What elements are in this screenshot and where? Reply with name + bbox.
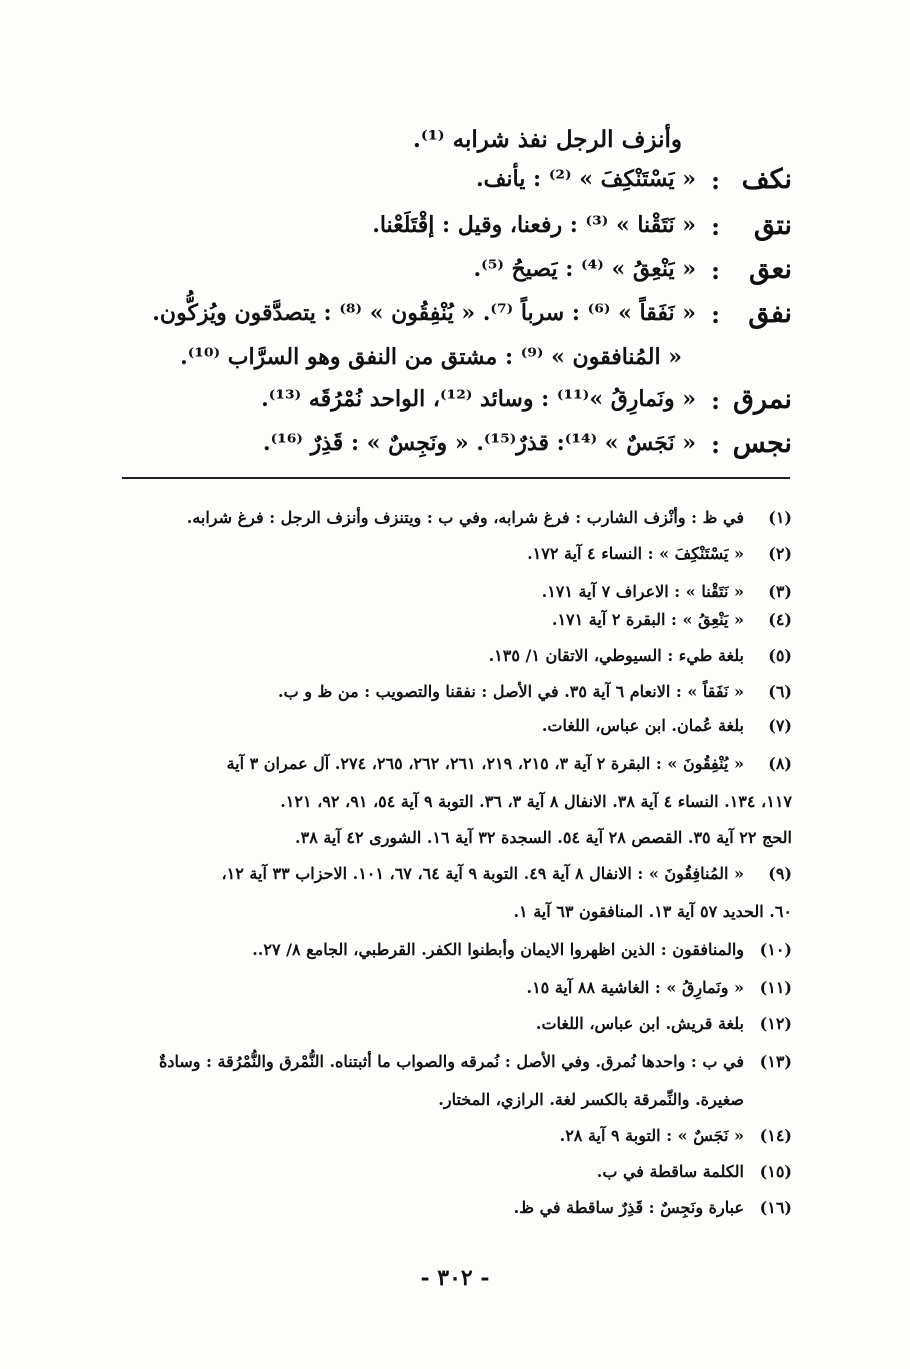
entry-ntq — [100, 210, 792, 254]
entry-nʿq — [100, 254, 792, 298]
footnote-number: (١٤) — [759, 1126, 792, 1145]
entry-colon: : — [711, 300, 720, 329]
footnote-number: (١٢) — [759, 1014, 792, 1033]
entry-nmrq — [100, 384, 792, 428]
footnote-text: بلغة طيء : السيوطي، الاتقان ١/ ١٣٥. — [488, 646, 744, 665]
entry-nfq — [100, 298, 792, 342]
entry-continuation: « المُنافقون » ⁽⁹⁾ : مشتق من النفق وهو السرَّاب ⁽¹⁰⁾. — [180, 344, 682, 370]
page-number: - ٣٠٢ - — [420, 1265, 490, 1291]
entry-definition: « نَجَسٌ » ⁽¹⁴⁾: قذرٌ⁽¹⁵⁾. « ونَجِسٌ » : قَذِرٌ ⁽¹⁶⁾. — [262, 430, 696, 456]
footnote-number: (٢) — [768, 544, 792, 563]
entry-colon: : — [711, 256, 720, 285]
footnote-number: (١) — [768, 508, 792, 527]
entry-root: نتق — [753, 210, 792, 241]
entry-root: نكف — [741, 164, 792, 195]
entry-root: نمرق — [733, 384, 792, 415]
entry-definition: « ونَمارِقُ »⁽¹¹⁾ : وسائد ⁽¹²⁾، الواحد نُمْرُقَه ⁽¹³⁾. — [261, 386, 696, 412]
footnote-text: في ب : واحدها نُمرق. وفي الأصل : نُمرقه والصواب ما أثبتناه. النُّمْرق والنُّمْرُقة : وسادةٌ — [158, 1052, 744, 1071]
footnote-text: « ونَمارِقُ » : الغاشية ٨٨ آية ١٥. — [526, 978, 744, 997]
footnote-text: « نَفَقاً » : الانعام ٦ آية ٣٥. في الأصل : نفقنا والتصويب : من ظ و ب. — [278, 682, 744, 701]
entry-definition: « نَفَقاً » ⁽⁶⁾ : سرباً ⁽⁷⁾. « يُنْفِقُون » ⁽⁸⁾ : يتصدَّقون ويُزكُّون. — [152, 300, 696, 326]
footnote-number: (١٥) — [759, 1162, 792, 1181]
footnote-text: بلغة قريش. ابن عباس، اللغات. — [535, 1014, 744, 1033]
footnote-text: « نَتَقْنا » : الاعراف ٧ آية ١٧١. — [541, 582, 744, 601]
footnote-text: « نَجَسٌ » : التوبة ٩ آية ٢٨. — [559, 1126, 744, 1145]
footnote-number: (٦) — [768, 682, 792, 701]
entry-definition: « يَنْعِقُ » ⁽⁴⁾ : يَصيحُ ⁽⁵⁾. — [473, 256, 696, 282]
footnote-text: عبارة ونَجِسٌ : قَذِرٌ ساقطة في ظ. — [513, 1198, 744, 1217]
entry-njs — [100, 428, 792, 472]
entry-root: نفق — [748, 298, 792, 329]
footnote-number: (٩) — [768, 864, 792, 883]
footnote-text: « يَنْعِقُ » : البقرة ٢ آية ١٧١. — [551, 610, 744, 629]
entry-definition: « يَسْتَنْكِفَ » ⁽²⁾ : يأنف. — [476, 166, 696, 192]
footnote-text: « يَسْتَنْكِفَ » : النساء ٤ آية ١٧٢. — [527, 544, 744, 563]
entry-colon: : — [711, 166, 720, 195]
entry-colon: : — [711, 430, 720, 459]
footnote-9-line-2: ٦٠. الحديد ٥٧ آية ١٣. المنافقون ٦٣ آية ١. — [513, 902, 792, 921]
footnote-text: الكلمة ساقطة في ب. — [596, 1162, 744, 1181]
entry-root: نعق — [748, 254, 792, 285]
footnote-text: « يُنْفِقُونَ » : البقرة ٢ آية ٣، ٢١٥، ٢١٩، ٢٦١، ٢٦٢، ٢٦٥، ٢٧٤. آل عمران ٣ آية — [226, 754, 744, 773]
entry-root: نجس — [732, 428, 792, 459]
footnote-number: (٤) — [768, 610, 792, 629]
footnote-separator — [122, 477, 790, 479]
footnote-number: (١٣) — [759, 1052, 792, 1071]
footnote-number: (٥) — [768, 646, 792, 665]
footnote-text: في ظ : وأنْزف الشارب : فرغ شرابه، وفي ب : ويتنزف وأنزف الرجل : فرغ شرابه. — [186, 508, 744, 527]
footnote-number: (٨) — [768, 754, 792, 773]
entry-colon: : — [711, 386, 720, 415]
footnote-number: (١٦) — [759, 1198, 792, 1217]
entry-nkf — [100, 164, 792, 208]
footnote-number: (٧) — [768, 716, 792, 735]
footnote-13-line-2: صغيرة. والنِّمرقة بالكسر لغة. الرازي، المختار. — [438, 1090, 744, 1109]
footnote-number: (١١) — [759, 978, 792, 997]
footnote-text: بلغة عُمان. ابن عباس، اللغات. — [541, 716, 744, 735]
footnote-number: (١٠) — [759, 940, 792, 959]
intro-line: وأنزف الرجل نفذ شرابه ⁽¹⁾. — [412, 126, 682, 153]
footnote-8-line-3: الحج ٢٢ آية ٣٥. القصص ٢٨ آية ٥٤. السجدة ٣٢ آية ١٦. الشورى ٤٢ آية ٣٨. — [295, 828, 792, 847]
footnote-8-line-2: ١١٧، ١٣٤. النساء ٤ آية ٣٨. الانفال ٨ آية ٣، ٣٦. التوبة ٩ آية ٥٤، ٩١، ٩٢، ١٢١. — [280, 792, 792, 811]
entry-definition: « نَتَقْنا » ⁽³⁾ : رفعنا، وقيل : إقْتَلَعْنا. — [372, 212, 696, 238]
footnote-text: « المُنافِقُونَ » : الانفال ٨ آية ٤٩. التوبة ٩ آية ٦٤، ٦٧، ١٠١. الاحزاب ٣٣ آية ١٢، — [221, 864, 744, 883]
footnote-number: (٣) — [768, 582, 792, 601]
entry-colon: : — [711, 212, 720, 241]
footnote-text: والمنافقون : الذين اظهروا الايمان وأبطنوا الكفر. القرطبي، الجامع ٨/ ٢٧.. — [252, 940, 744, 959]
